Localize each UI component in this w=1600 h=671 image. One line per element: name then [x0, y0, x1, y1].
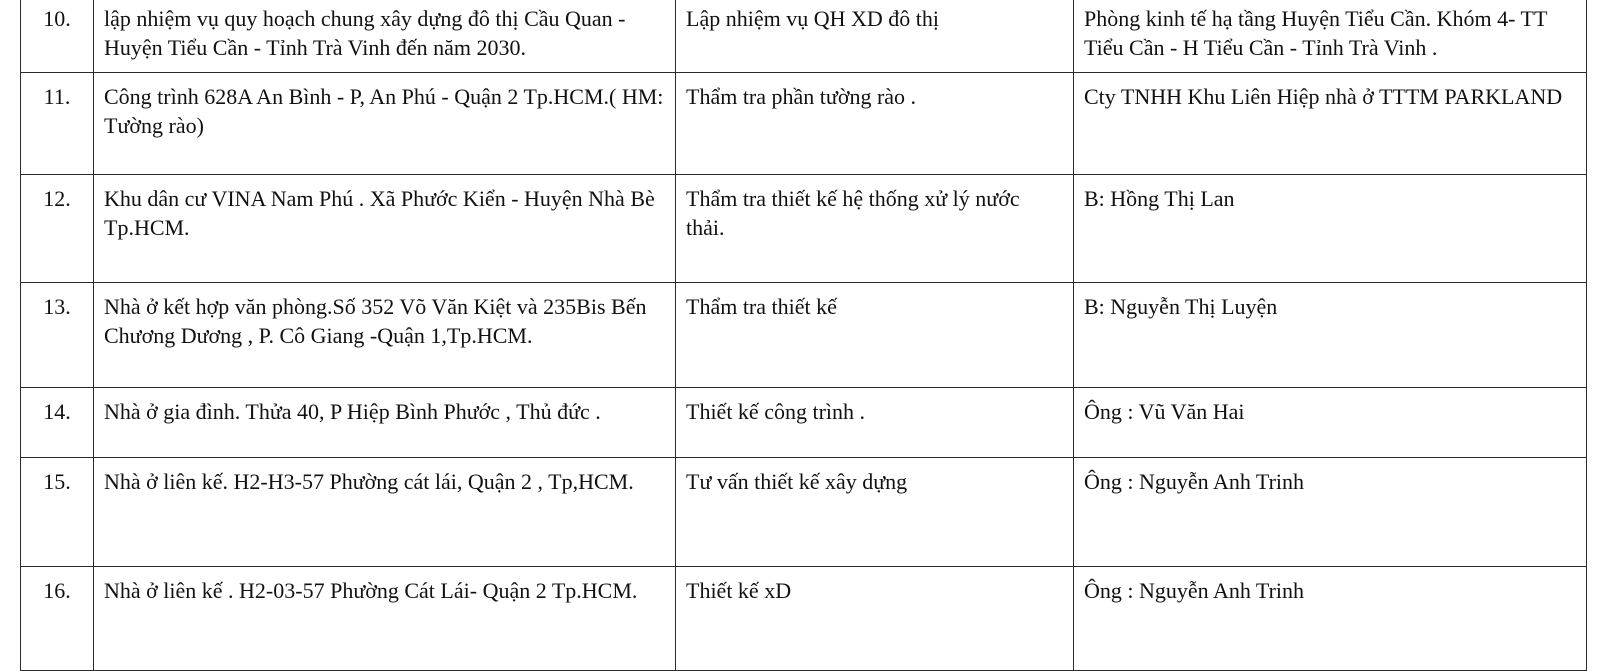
table-row	[21, 388, 1587, 458]
row-number: 16.	[21, 567, 94, 671]
project-name-cell: Nhà ở kết hợp văn phòng.Số 352 Võ Văn Kiệt và 235Bis Bến Chương Dương , P. Cô Giang -Quận 1,Tp.HCM.	[94, 283, 676, 388]
client-cell: Cty TNHH Khu Liên Hiệp nhà ở TTTM PARKLAND	[1074, 73, 1587, 175]
work-description-cell: Thẩm tra thiết kế hệ thống xử lý nước thải.	[676, 175, 1074, 283]
project-name-cell: lập nhiệm vụ quy hoạch chung xây dựng đô thị Cầu Quan - Huyện Tiểu Cần - Tỉnh Trà Vinh đến năm 2030.	[94, 0, 676, 73]
work-description-cell: Lập nhiệm vụ QH XD đô thị	[676, 0, 1074, 73]
table-row	[21, 0, 1587, 73]
row-number: 13.	[21, 283, 94, 388]
table-row	[21, 458, 1587, 567]
project-table	[20, 0, 1587, 671]
row-number: 12.	[21, 175, 94, 283]
project-name-cell: Khu dân cư VINA Nam Phú . Xã Phước Kiển - Huyện Nhà Bè Tp.HCM.	[94, 175, 676, 283]
project-name-cell: Nhà ở liên kế . H2-03-57 Phường Cát Lái- Quận 2 Tp.HCM.	[94, 567, 676, 671]
row-number: 15.	[21, 458, 94, 567]
client-cell: B: Nguyễn Thị Luyện	[1074, 283, 1587, 388]
project-name-cell: Nhà ở gia đình. Thửa 40, P Hiệp Bình Phước , Thủ đức .	[94, 388, 676, 458]
project-name-cell: Nhà ở liên kế. H2-H3-57 Phường cát lái, Quận 2 , Tp,HCM.	[94, 458, 676, 567]
client-cell: Ông : Nguyễn Anh Trinh	[1074, 567, 1587, 671]
table-row	[21, 73, 1587, 175]
client-cell: Ông : Nguyễn Anh Trinh	[1074, 458, 1587, 567]
table-row	[21, 175, 1587, 283]
work-description-cell: Thiết kế công trình .	[676, 388, 1074, 458]
table-row	[21, 567, 1587, 671]
row-number: 14.	[21, 388, 94, 458]
work-description-cell: Thiết kế xD	[676, 567, 1074, 671]
client-cell: Ông : Vũ Văn Hai	[1074, 388, 1587, 458]
work-description-cell: Tư vấn thiết kế xây dựng	[676, 458, 1074, 567]
client-cell: Phòng kinh tế hạ tầng Huyện Tiểu Cần. Khóm 4- TT Tiểu Cần - H Tiểu Cần - Tỉnh Trà Vinh .	[1074, 0, 1587, 73]
client-cell: B: Hồng Thị Lan	[1074, 175, 1587, 283]
row-number: 10.	[21, 0, 94, 73]
work-description-cell: Thẩm tra phần tường rào .	[676, 73, 1074, 175]
table-row	[21, 283, 1587, 388]
row-number: 11.	[21, 73, 94, 175]
work-description-cell: Thẩm tra thiết kế	[676, 283, 1074, 388]
project-name-cell: Công trình 628A An Bình - P, An Phú - Quận 2 Tp.HCM.( HM: Tường rào)	[94, 73, 676, 175]
